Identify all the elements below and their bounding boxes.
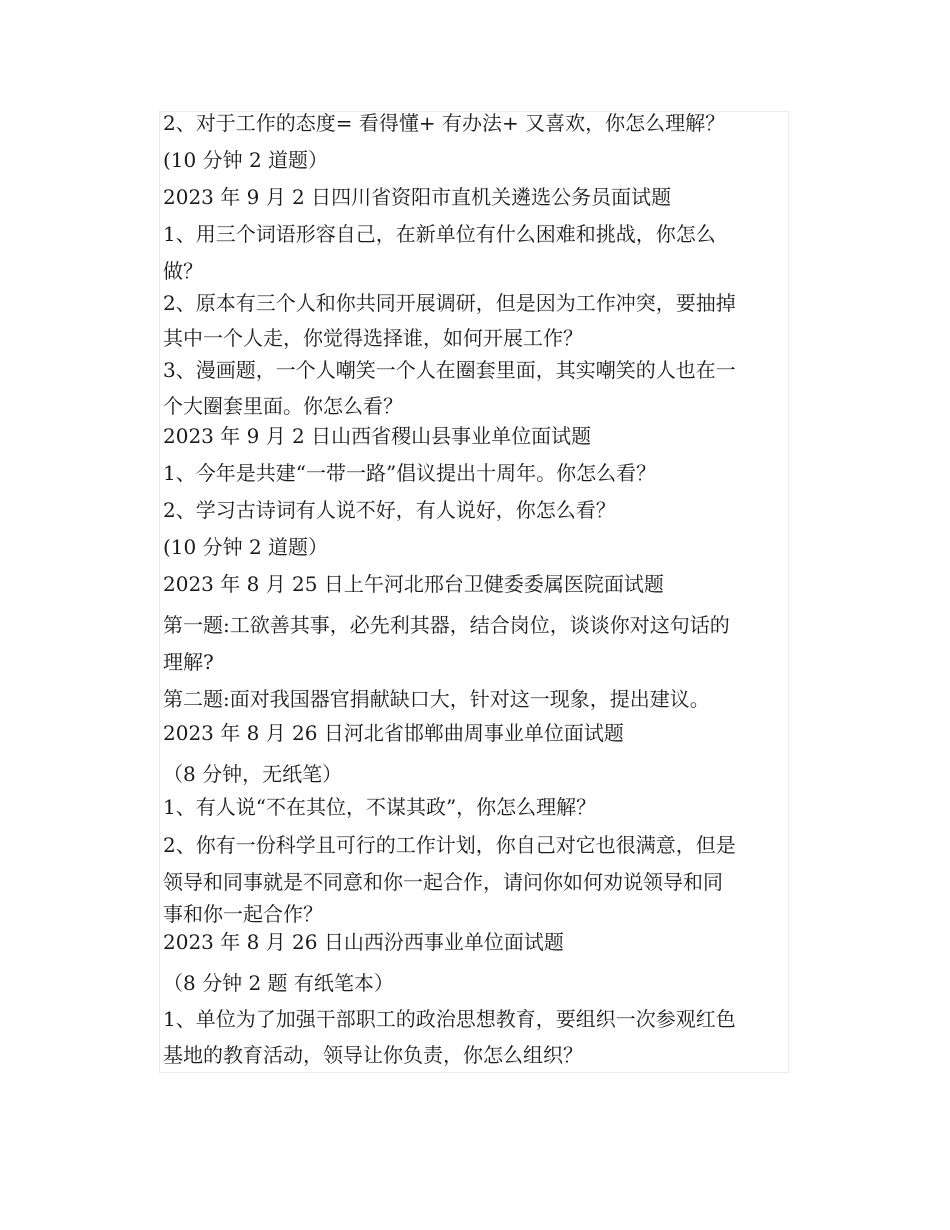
exam-heading: 2023 年 8 月 26 日山西汾西事业单位面试题 <box>163 930 564 954</box>
exam-heading: 2023 年 8 月 25 日上午河北邢台卫健委委属医院面试题 <box>163 572 664 596</box>
question-text: 2、对于工作的态度= 看得懂+ 有办法+ 又喜欢，你怎么理解？ <box>163 111 726 135</box>
question-text: 基地的教育活动，领导让你负责，你怎么组织？ <box>163 1043 583 1067</box>
exam-heading: 2023 年 8 月 26 日河北省邯郸曲周事业单位面试题 <box>163 721 624 745</box>
question-text: 2、原本有三个人和你共同开展调研，但是因为工作冲突，要抽掉 <box>163 291 736 315</box>
time-note: （8 分钟，无纸笔） <box>163 762 343 786</box>
question-text: 1、单位为了加强干部职工的政治思想教育，要组织一次参观红色 <box>163 1007 736 1031</box>
question-text: 2、学习古诗词有人说不好，有人说好，你怎么看？ <box>163 498 616 522</box>
time-note: （8 分钟 2 题 有纸笔本） <box>163 971 394 995</box>
question-text: 2、你有一份科学且可行的工作计划，你自己对它也很满意，但是 <box>163 833 736 857</box>
question-text: 第二题:面对我国器官捐献缺口大，针对这一现象，提出建议。 <box>163 687 710 711</box>
question-text: 1、用三个词语形容自己，在新单位有什么困难和挑战，你怎么 <box>163 222 716 246</box>
question-text: 第一题:工欲善其事，必先利其器，结合岗位，谈谈你对这句话的 <box>163 613 730 637</box>
question-text: 事和你一起合作？ <box>163 902 323 926</box>
question-text: 领导和同事就是不同意和你一起合作，请问你如何劝说领导和同 <box>163 870 723 894</box>
question-text: 做？ <box>163 259 203 283</box>
question-text: 1、有人说“不在其位，不谋其政”，你怎么理解？ <box>163 795 597 819</box>
exam-heading: 2023 年 9 月 2 日四川省资阳市直机关遴选公务员面试题 <box>163 185 672 209</box>
question-text: 个大圈套里面。你怎么看？ <box>163 394 403 418</box>
question-text: 理解? <box>163 650 214 674</box>
time-note: (10 分钟 2 道题） <box>163 148 329 172</box>
question-text: 3、漫画题，一个人嘲笑一个人在圈套里面，其实嘲笑的人也在一 <box>163 358 736 382</box>
time-note: (10 分钟 2 道题） <box>163 535 329 559</box>
question-text: 1、今年是共建“一带一路”倡议提出十周年。你怎么看？ <box>163 461 657 485</box>
exam-heading: 2023 年 9 月 2 日山西省稷山县事业单位面试题 <box>163 424 592 448</box>
question-text: 其中一个人走，你觉得选择谁，如何开展工作？ <box>163 326 583 350</box>
